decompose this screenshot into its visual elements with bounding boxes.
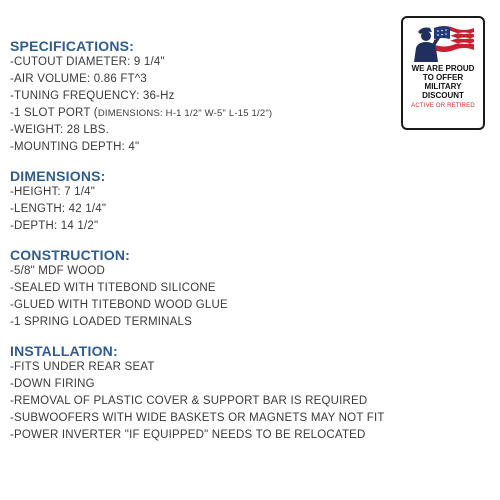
fits-under-seat: -FITS UNDER REAR SEAT: [10, 361, 155, 373]
slot-port-dimensions: DIMENSIONS: H-1 1/2" W-5" L-15 1/2"): [97, 108, 273, 119]
installation-heading: INSTALLATION:: [10, 343, 118, 359]
down-firing: -DOWN FIRING: [10, 378, 95, 390]
specifications-heading: SPECIFICATIONS:: [10, 38, 135, 54]
spec-content: [10, 38, 410, 456]
sealed-silicone: -SEALED WITH TITEBOND SILICONE: [10, 282, 216, 294]
subwoofer-fit-note: -SUBWOOFERS WITH WIDE BASKETS OR MAGNETS MAY NOT FIT: [10, 412, 385, 424]
weight: -WEIGHT: 28 LBS.: [10, 124, 110, 136]
specifications-section: [10, 38, 410, 156]
length: -LENGTH: 42 1/4": [10, 203, 107, 215]
dimensions-section: [10, 168, 410, 235]
glued-wood-glue: -GLUED WITH TITEBOND WOOD GLUE: [10, 299, 228, 311]
slot-port-label: -1 SLOT PORT (: [10, 107, 98, 119]
construction-section: [10, 247, 410, 331]
spring-terminals: -1 SPRING LOADED TERMINALS: [10, 316, 193, 328]
cutout-diameter: -CUTOUT DIAMETER: 9 1/4": [10, 56, 165, 68]
military-discount-badge: [401, 16, 485, 130]
air-volume: -AIR VOLUME: 0.86 FT^3: [10, 73, 147, 85]
mdf-wood: -5/8" MDF WOOD: [10, 265, 106, 277]
removal-required: -REMOVAL OF PLASTIC COVER & SUPPORT BAR IS REQUIRED: [10, 395, 368, 407]
depth: -DEPTH: 14 1/2": [10, 220, 99, 232]
slot-port: [10, 105, 410, 122]
badge-message: WE ARE PROUD TO OFFER MILITARY DISCOUNT: [411, 64, 475, 100]
construction-heading: CONSTRUCTION:: [10, 247, 131, 263]
power-inverter-note: -POWER INVERTER "IF EQUIPPED" NEEDS TO BE RELOCATED: [10, 429, 366, 441]
saluting-soldier-flag-icon: [408, 22, 478, 62]
badge-subtext: ACTIVE OR RETIRED: [411, 103, 475, 109]
mounting-depth: -MOUNTING DEPTH: 4": [10, 141, 140, 153]
height: -HEIGHT: 7 1/4": [10, 186, 96, 198]
installation-section: [10, 343, 410, 444]
dimensions-heading: DIMENSIONS:: [10, 168, 106, 184]
tuning-frequency: -TUNING FREQUENCY: 36-Hz: [10, 90, 175, 102]
